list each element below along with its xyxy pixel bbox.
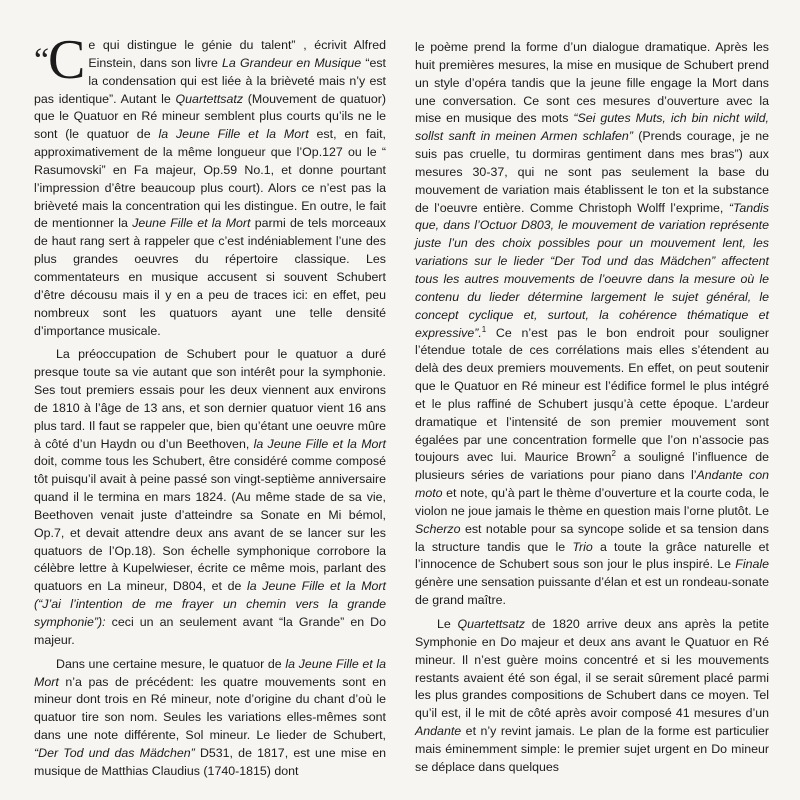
text-run: D531, de 1817, est une mise en musique de Matthias Claudius (1740-1815) dont <box>34 745 386 778</box>
text-run: le poème prend la forme d’un dialogue dramatique. Après les huit premières mesures, la mise en musique de Schubert prend un style d’opéra tandis que la jeune fille engage la Mort dans une conversation. Ce sont ces mesures d’ouverture avec la mise en musique des mots <box>415 40 769 126</box>
movement-title: Trio <box>572 539 593 554</box>
movement-title: Andante <box>415 724 462 739</box>
text-run: parmi de tels morceaux de haut rang sert à rappeler que c’est indéniablement l’une des plus grandes oeuvres du répertoire classique. Les commentateurs en musique accusent si souvent Schubert d’être décousu mais il y en a peu de traces ici: en effet, peu nombreux sont les quatuors ayant une telle densité d’importance musicale. <box>34 216 386 338</box>
left-column <box>34 29 386 781</box>
text-run: et note, qu’à part le thème d’ouverture et la courte coda, le violon ne joue jamais le thème en question mais l’orne plutôt. Le <box>415 486 769 518</box>
work-title: Quartettsatz <box>457 617 526 631</box>
paragraph-einstein-quote <box>34 29 386 340</box>
footnote-marker: 1 <box>481 324 487 334</box>
text-run: “est la condensation qui est liée à la brièveté mais n’y est pas identique”. Autant le <box>34 55 386 106</box>
paragraph-quartet-preoccupation <box>34 346 386 649</box>
paragraph-no-precedent <box>34 656 386 781</box>
movement-title: Finale <box>735 557 769 572</box>
opening-quote-mark: “ <box>34 42 50 79</box>
paragraph-quartettsatz <box>415 616 769 777</box>
text-run: La préoccupation de Schubert pour le quatuor a duré presque toute sa vie autant que son intérêt pour la symphonie. Ses tout premiers essais pour les deux viennent aux environs de 1810 à l’âge de 13 ans, et son dernier quatuor vient 16 ans plus tard. Il faut se rappeler que, bien qu’étant une oeuvre mûre à côté d’un Haydn ou d’un Beethoven, <box>34 347 386 451</box>
work-title: la Jeune Fille et la Mort <box>253 436 386 451</box>
work-title: la Jeune Fille et la Mort <box>158 127 309 142</box>
text-run: Dans une certaine mesure, le quatuor de <box>56 656 286 671</box>
text-run: a toute la grâce naturelle et l’innocence de Schubert sous son jour le plus inspiré. Le <box>415 539 769 572</box>
text-run: et n’y revint jamais. Le plan de la forme est particulier mais éminemment simple: le premier sujet urgent en Do mineur se déplace dans quelques <box>415 724 769 774</box>
text-run: (Prends courage, je ne suis pas cruelle, tu dormiras gentiment dans mes bras”) aux mesures 30-37, qui ne sont pas seulement la base du mouvement de variation mais établissent le ton et la substance de l’oeuvre entière. Comme Christoph Wolff l’exprime, <box>415 129 769 215</box>
work-title: Jeune Fille et la Mort <box>132 216 251 231</box>
text-run: ceci un an seulement avant “la Grande” en Do majeur. <box>34 615 386 647</box>
text-run: a souligné l’influence de plusieurs séries de variations pour piano dans l’ <box>415 450 769 483</box>
text-run: e qui distingue le génie du talent” , écrivit Alfred Einstein, dans son livre <box>88 38 386 70</box>
paragraph-dialogue <box>415 39 769 610</box>
book-title: La Grandeur en Musique <box>222 55 362 70</box>
drop-cap-letter: C <box>48 29 86 91</box>
work-title: Quartettsatz <box>175 91 244 106</box>
text-run: Ce n’est pas le bon endroit pour souligner l’étendue totale de ces corrélations mais elles s’étendent au delà des deux premiers mouvements. En effet, on peut soutenir que le Quatuor en Ré mineur est l’édifice formel le plus intégré et le plus raffiné de Schubert jusqu’à cette époque. L’ardeur dramatique et l’intensité de son premier mouvement sont égalées par une concentration formelle que l’on n’associe pas toujours avec lui. Maurice Brown <box>415 325 769 465</box>
text-run: génère une sensation puissante d’élan et est un rondeau-sonate de grand maître. <box>415 575 769 608</box>
movement-title: Andante con moto <box>415 468 769 501</box>
movement-title: Scherzo <box>415 521 461 536</box>
text-run: (Mouvement de quatuor) que le Quatuor en Ré mineur semblent plus courts qu’ils ne le sont (le quatuor de <box>34 91 386 142</box>
text-run: est, en fait, approximativement de la même longueur que l’Op.127 ou le “ Rasumovski” en Fa majeur, Op.59 No.1, et donne pourtant l’impression d’être beaucoup plus court). Alors ce n’est pas la brièveté mais la concentration qui les distingue. En outre, le fait de mentionner la <box>34 127 386 231</box>
text-run: n’a pas de précédent: les quatre mouvements sont en mineur dont trois en Ré mineur, note d’origine du chant d’où le quatuor tire son nom. Seules les variations elles-mêmes sont dans une note différente, Sol mineur. Le lieder de Schubert, <box>34 674 386 743</box>
text-run: Le <box>437 617 458 631</box>
lyric-quote: “Sei gutes Muts, ich bin nicht wild, sollst sanft in meinen Armen schlafen” <box>415 111 769 144</box>
work-title: la Jeune Fille et la Mort <box>34 656 386 689</box>
text-run: de 1820 arrive deux ans après la petite Symphonie en Do majeur et deux ans avant le Quatuor en Ré mineur. Il n’est guère moins concentré et si les mouvements restants avaient été son égal, il se serait sûrement placé parmi les plus grandes compositions de Schubert dans ce moyen. Tel qu’il est, il le mit de côté après avoir composé 41 mesures d’un <box>415 617 769 721</box>
right-column <box>415 39 769 777</box>
work-title-and-quote: la Jeune Fille et la Mort (“J’ai l’intention de me frayer un chemin vers la grande symphonie”): <box>34 579 386 629</box>
wolff-quote: “Tandis que, dans l’Octuor D803, le mouvement de variation représente juste l’un des choix possibles pour un mouvement lent, les variations sur le lieder “Der Tod und das Mädchen” affectent tous les autres mouvements de l’oeuvre dans la mesure où le contenu du lieder détermine largement le sujet général, le concept cyclique et, surtout, la cohérence thématique et expressive”. <box>415 200 769 340</box>
text-run: est notable pour sa syncope solide et sa tension dans la structure tandis que le <box>415 521 769 554</box>
text-run: doit, comme tous les Schubert, être considéré comme composé tôt puisqu’il avait à peine passé son vingt-septième anniversaire quand il le termina en mars 1824. (Au même stade de sa vie, Beethoven venait juste d’atteindre sa Sonate en Mi bémol, Op.7, et devait attendre deux ans avant de se lancer sur les quatuors de l’Op.18). Son échelle symphonique corrobore la célèbre lettre à Kupelwieser, écrite ce même mois, parlant des quatuors en La mineur, D804, et de <box>34 454 386 594</box>
footnote-marker: 2 <box>611 449 616 459</box>
song-title: “Der Tod und das Mädchen” <box>34 745 195 760</box>
